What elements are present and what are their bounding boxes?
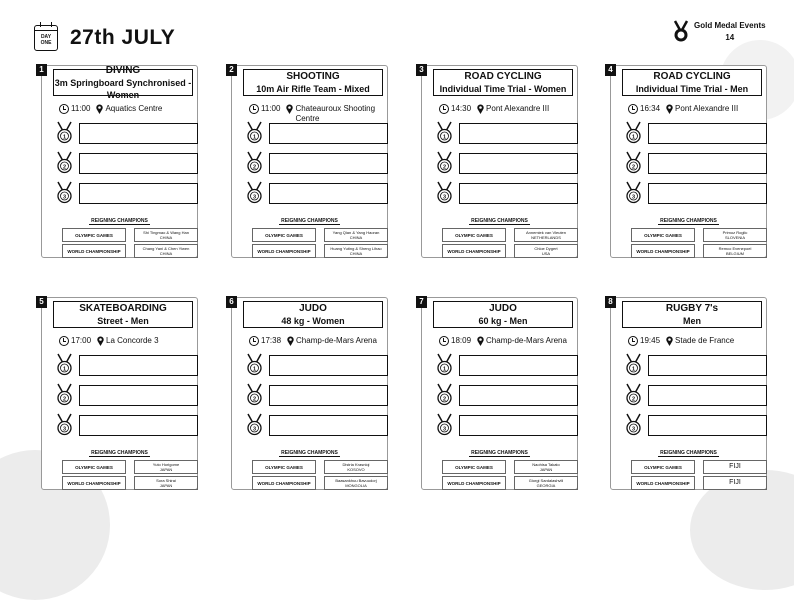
event-venue: Chateauroux Shooting Centre <box>295 104 376 123</box>
medal-2-icon <box>56 383 73 407</box>
event-venue: La Concorde 3 <box>106 336 159 345</box>
sport-name: ROAD CYCLING <box>653 70 731 82</box>
clock-icon <box>249 104 259 114</box>
event-info <box>628 104 764 116</box>
event-name: 48 kg - Women <box>281 315 345 326</box>
world-label: WORLD CHAMPIONSHIP <box>631 476 695 490</box>
winner-input-2[interactable] <box>648 153 767 174</box>
medal-3-icon <box>436 181 453 205</box>
world-champion-name: Chang Yani & Chen Yiwen <box>142 246 190 251</box>
winner-input-1[interactable] <box>459 123 578 144</box>
world-champion <box>324 476 388 490</box>
medal-3-icon <box>625 413 642 437</box>
sport-name: SHOOTING <box>286 70 340 82</box>
pin-icon <box>280 104 295 116</box>
event-number: 5 <box>36 296 47 308</box>
svg-text:1: 1 <box>442 134 447 141</box>
winner-input-2[interactable] <box>459 153 578 174</box>
event-time: 11:00 <box>71 104 91 113</box>
world-label: WORLD CHAMPIONSHIP <box>62 476 126 490</box>
pin-icon <box>471 104 486 116</box>
event-name: Individual Time Trial - Men <box>635 83 749 94</box>
world-champion <box>324 244 388 258</box>
event-name: 10m Air Rifle Team - Mixed <box>256 83 370 94</box>
world-champion <box>134 476 198 490</box>
medal-2-icon <box>436 151 453 175</box>
world-champion <box>703 476 767 490</box>
world-champion-name: Huang Yuting & Sheng Lihao <box>330 246 382 251</box>
day-label: DAY <box>40 34 52 40</box>
olympic-champion <box>134 228 198 242</box>
world-champion-country: USA <box>541 251 551 256</box>
event-info <box>439 336 575 348</box>
olympic-label: OLYMPIC GAMES <box>631 228 695 242</box>
event-info <box>59 104 195 116</box>
winner-input-2[interactable] <box>269 385 388 406</box>
event-info <box>628 336 764 348</box>
svg-text:3: 3 <box>442 426 447 433</box>
medal-2-icon <box>625 383 642 407</box>
clock-icon <box>628 104 638 114</box>
olympic-champion-country: JAPAN <box>539 467 553 472</box>
medal-3-icon <box>246 181 263 205</box>
olympic-champion-name: Yuto Horigome <box>152 462 180 467</box>
olympic-label: OLYMPIC GAMES <box>631 460 695 474</box>
world-label: WORLD CHAMPIONSHIP <box>252 244 316 258</box>
olympic-champion-name: Shi Tingmao & Wang Han <box>143 230 189 235</box>
svg-text:3: 3 <box>62 194 67 201</box>
event-venue: Aquatics Centre <box>105 104 163 113</box>
clock-icon <box>439 104 449 114</box>
svg-text:1: 1 <box>62 366 67 373</box>
medal-3-icon <box>56 181 73 205</box>
event-name: 3m Springboard Synchronised - Women <box>54 77 192 100</box>
event-time: 17:38 <box>261 336 282 345</box>
event-card <box>421 65 578 258</box>
medal-2-icon <box>246 151 263 175</box>
world-champion-country: CHINA <box>349 251 363 256</box>
olympic-champion-name: Annemiek van Vleuten <box>525 230 567 235</box>
event-title <box>622 69 762 96</box>
event-time: 11:00 <box>261 104 281 113</box>
event-venue: Pont Alexandre III <box>675 104 739 113</box>
pin-icon <box>91 336 106 348</box>
sport-name: SKATEBOARDING <box>79 302 167 314</box>
event-number: 4 <box>605 64 616 76</box>
medal-1-icon <box>56 121 73 145</box>
olympic-label: OLYMPIC GAMES <box>252 460 316 474</box>
winner-input-3[interactable] <box>269 415 388 436</box>
reigning-champions-heading: REIGNING CHAMPIONS <box>281 218 338 224</box>
world-champion-name: FIJI <box>729 479 741 486</box>
medal-1-icon <box>246 353 263 377</box>
svg-text:2: 2 <box>252 164 257 171</box>
medal-1-icon <box>436 121 453 145</box>
medal-3-icon <box>56 413 73 437</box>
medal-2-icon <box>436 383 453 407</box>
gold-events-count: 14 <box>725 33 735 42</box>
olympic-champion-country: CHINA <box>159 235 173 240</box>
winner-input-3[interactable] <box>648 183 767 204</box>
world-champion-country: BELGIUM <box>725 251 744 256</box>
world-champion-country: CHINA <box>159 251 173 256</box>
world-champion-name: Sora Shirai <box>156 478 176 483</box>
page-title: 27th JULY <box>70 26 176 49</box>
olympic-champion-name: Yang Qian & Yang Haoran <box>332 230 380 235</box>
olympic-champion <box>134 460 198 474</box>
event-name: Individual Time Trial - Women <box>439 83 567 94</box>
event-venue: Champ-de-Mars Arena <box>296 336 377 345</box>
svg-text:3: 3 <box>252 194 257 201</box>
pin-icon <box>660 104 675 116</box>
pin-icon <box>471 336 486 348</box>
event-time: 17:00 <box>71 336 92 345</box>
sport-name: RUGBY 7's <box>665 302 719 314</box>
svg-text:3: 3 <box>631 426 636 433</box>
winner-input-2[interactable] <box>648 385 767 406</box>
page-header <box>34 22 175 54</box>
winner-input-1[interactable] <box>459 355 578 376</box>
clock-icon <box>628 336 638 346</box>
world-champion-country: JAPAN <box>159 483 173 488</box>
world-champion-name: Giorgi Sardalashvili <box>528 478 564 483</box>
svg-text:3: 3 <box>252 426 257 433</box>
world-champion <box>703 244 767 258</box>
event-time: 14:30 <box>451 104 472 113</box>
event-card <box>421 297 578 490</box>
medal-3-icon <box>246 413 263 437</box>
event-time: 16:34 <box>640 104 661 113</box>
clock-icon <box>59 336 69 346</box>
winner-input-3[interactable] <box>79 183 198 204</box>
olympic-label: OLYMPIC GAMES <box>62 460 126 474</box>
event-card <box>41 65 198 258</box>
world-label: WORLD CHAMPIONSHIP <box>631 244 695 258</box>
winner-input-3[interactable] <box>79 415 198 436</box>
event-info <box>439 104 575 116</box>
medal-2-icon <box>246 383 263 407</box>
event-info <box>249 104 385 124</box>
event-card <box>231 297 388 490</box>
medal-1-icon <box>625 121 642 145</box>
event-card <box>610 65 767 258</box>
clock-icon <box>59 104 69 114</box>
world-champion-name: Remco Evenepoel <box>718 246 752 251</box>
svg-text:1: 1 <box>442 366 447 373</box>
svg-text:3: 3 <box>442 194 447 201</box>
winner-input-3[interactable] <box>459 415 578 436</box>
olympic-champion-country: SLOVENIA <box>724 235 745 240</box>
olympic-champion <box>703 460 767 474</box>
svg-text:1: 1 <box>252 366 257 373</box>
olympic-champion <box>324 460 388 474</box>
medal-3-icon <box>436 413 453 437</box>
reigning-champions-heading: REIGNING CHAMPIONS <box>281 450 338 456</box>
sport-name: DIVING <box>105 64 141 76</box>
olympic-champion <box>703 228 767 242</box>
world-champion-name: Baasankhuu Bavuudorj <box>335 478 377 483</box>
event-number: 7 <box>416 296 427 308</box>
event-title <box>243 301 383 328</box>
pin-icon <box>660 336 675 348</box>
world-champion <box>134 244 198 258</box>
event-name: Men <box>683 315 701 326</box>
event-title <box>53 64 193 100</box>
winner-input-2[interactable] <box>459 385 578 406</box>
olympic-label: OLYMPIC GAMES <box>252 228 316 242</box>
medal-2-icon <box>56 151 73 175</box>
reigning-champions-heading: REIGNING CHAMPIONS <box>471 218 528 224</box>
medal-2-icon <box>625 151 642 175</box>
sport-name: JUDO <box>489 302 517 314</box>
calendar-icon <box>34 25 58 51</box>
reigning-champions-heading: REIGNING CHAMPIONS <box>91 218 148 224</box>
olympic-label: OLYMPIC GAMES <box>442 460 506 474</box>
event-title <box>53 301 193 328</box>
svg-text:2: 2 <box>442 396 447 403</box>
olympic-champion <box>324 228 388 242</box>
olympic-champion <box>514 228 578 242</box>
medal-icon <box>672 20 690 44</box>
gold-medal-count <box>672 20 766 44</box>
winner-input-1[interactable] <box>269 123 388 144</box>
olympic-champion-country: JAPAN <box>159 467 173 472</box>
event-card <box>610 297 767 490</box>
world-champion-name: Chloe Dygert <box>534 246 558 251</box>
olympic-champion-name: Primoz Roglic <box>722 230 748 235</box>
olympic-label: OLYMPIC GAMES <box>62 228 126 242</box>
olympic-champion-country: CHINA <box>349 235 363 240</box>
svg-text:1: 1 <box>631 134 636 141</box>
world-label: WORLD CHAMPIONSHIP <box>252 476 316 490</box>
svg-text:2: 2 <box>631 164 636 171</box>
reigning-champions-heading: REIGNING CHAMPIONS <box>91 450 148 456</box>
world-champion-country: GEORGIA <box>536 483 556 488</box>
gold-events-label: Gold Medal Events <box>694 21 766 30</box>
event-info <box>59 336 195 348</box>
svg-text:1: 1 <box>252 134 257 141</box>
day-number: ONE <box>40 40 52 46</box>
svg-text:2: 2 <box>442 164 447 171</box>
svg-text:2: 2 <box>62 164 67 171</box>
event-number: 2 <box>226 64 237 76</box>
winner-input-1[interactable] <box>648 355 767 376</box>
pin-icon <box>281 336 296 348</box>
winner-input-3[interactable] <box>459 183 578 204</box>
event-card <box>231 65 388 258</box>
event-number: 3 <box>416 64 427 76</box>
winner-input-1[interactable] <box>79 123 198 144</box>
event-title <box>622 301 762 328</box>
clock-icon <box>249 336 259 346</box>
event-time: 19:45 <box>640 336 661 345</box>
event-time: 18:09 <box>451 336 472 345</box>
event-info <box>249 336 385 348</box>
event-title <box>243 69 383 96</box>
olympic-label: OLYMPIC GAMES <box>442 228 506 242</box>
svg-text:1: 1 <box>631 366 636 373</box>
sport-name: ROAD CYCLING <box>464 70 542 82</box>
world-champion <box>514 476 578 490</box>
olympic-champion-country: NETHERLANDS <box>531 235 561 240</box>
world-champion <box>514 244 578 258</box>
event-card <box>41 297 198 490</box>
reigning-champions-heading: REIGNING CHAMPIONS <box>471 450 528 456</box>
medal-1-icon <box>56 353 73 377</box>
world-champion-country: MONGOLIA <box>345 483 367 488</box>
medal-1-icon <box>625 353 642 377</box>
event-venue: Champ-de-Mars Arena <box>486 336 567 345</box>
svg-text:2: 2 <box>252 396 257 403</box>
world-label: WORLD CHAMPIONSHIP <box>442 244 506 258</box>
sport-name: JUDO <box>299 302 327 314</box>
reigning-champions-heading: REIGNING CHAMPIONS <box>660 218 717 224</box>
winner-input-2[interactable] <box>79 385 198 406</box>
world-label: WORLD CHAMPIONSHIP <box>62 244 126 258</box>
svg-text:2: 2 <box>631 396 636 403</box>
medal-3-icon <box>625 181 642 205</box>
olympic-champion-name: FIJI <box>729 463 741 470</box>
event-title <box>433 301 573 328</box>
pin-icon <box>90 104 105 116</box>
event-number: 1 <box>36 64 47 76</box>
event-venue: Pont Alexandre III <box>486 104 550 113</box>
medal-1-icon <box>436 353 453 377</box>
winner-input-3[interactable] <box>648 415 767 436</box>
event-name: 60 kg - Men <box>478 315 528 326</box>
olympic-champion-country: KOSOVO <box>347 467 365 472</box>
winner-input-2[interactable] <box>79 153 198 174</box>
winner-input-1[interactable] <box>269 355 388 376</box>
event-title <box>433 69 573 96</box>
winner-input-1[interactable] <box>79 355 198 376</box>
clock-icon <box>439 336 449 346</box>
svg-text:1: 1 <box>62 134 67 141</box>
reigning-champions-heading: REIGNING CHAMPIONS <box>660 450 717 456</box>
event-number: 8 <box>605 296 616 308</box>
event-number: 6 <box>226 296 237 308</box>
winner-input-2[interactable] <box>269 153 388 174</box>
world-label: WORLD CHAMPIONSHIP <box>442 476 506 490</box>
winner-input-3[interactable] <box>269 183 388 204</box>
svg-text:3: 3 <box>631 194 636 201</box>
event-venue: Stade de France <box>675 336 735 345</box>
winner-input-1[interactable] <box>648 123 767 144</box>
svg-text:3: 3 <box>62 426 67 433</box>
event-name: Street - Men <box>97 315 149 326</box>
olympic-champion-name: Distria Krasniqi <box>342 462 370 467</box>
svg-text:2: 2 <box>62 396 67 403</box>
olympic-champion <box>514 460 578 474</box>
olympic-champion-name: Naohisa Takato <box>532 462 560 467</box>
medal-1-icon <box>246 121 263 145</box>
